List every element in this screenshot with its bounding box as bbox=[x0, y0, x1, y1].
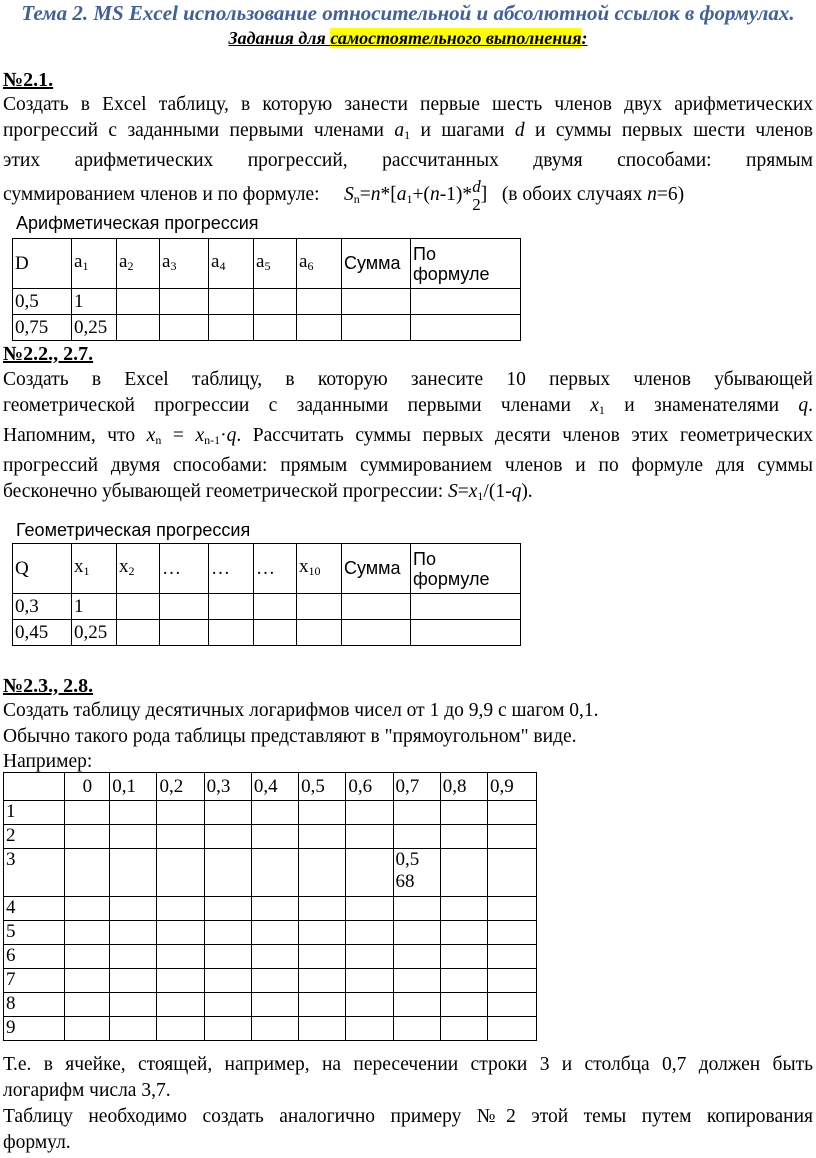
table-cell bbox=[393, 969, 440, 993]
column-header: 0,8 bbox=[440, 773, 487, 801]
task-2-3-text bbox=[3, 698, 813, 774]
text-fragment: бесконечно убывающей геометрической прогрессии: bbox=[3, 481, 448, 502]
geometric-table bbox=[12, 543, 521, 646]
table-cell bbox=[65, 969, 110, 993]
header-cell bbox=[72, 239, 117, 289]
row-header: 2 bbox=[4, 825, 65, 849]
table-cell bbox=[440, 897, 487, 921]
fraction-denominator: 2 bbox=[472, 194, 481, 214]
table-cell bbox=[254, 315, 297, 341]
header-cell: D bbox=[13, 239, 72, 289]
table-cell bbox=[346, 801, 393, 825]
table-row bbox=[4, 801, 537, 825]
text-fragment: и суммы первых шести членов bbox=[524, 120, 813, 141]
cell-text: a bbox=[256, 250, 265, 272]
cell-sub: 2 bbox=[128, 563, 135, 578]
text-line: формул. bbox=[3, 1132, 71, 1153]
table-cell bbox=[157, 1017, 204, 1041]
table-cell bbox=[299, 969, 346, 993]
cell-sub: 10 bbox=[308, 563, 321, 578]
cell-text: a bbox=[162, 250, 171, 272]
text-fragment: суммированием членов и по формуле: bbox=[3, 184, 320, 205]
table-caption: Геометрическая прогрессия bbox=[16, 520, 251, 540]
table-row bbox=[4, 1017, 537, 1041]
subtitle-highlight: самостоятельного выполнения bbox=[330, 28, 582, 48]
header-cell bbox=[117, 544, 160, 594]
header-cell: Q bbox=[13, 544, 72, 594]
table-cell: 0,75 bbox=[13, 315, 72, 341]
column-header: 0,4 bbox=[251, 773, 298, 801]
table-cell bbox=[209, 620, 254, 646]
table-cell bbox=[299, 921, 346, 945]
text-line: Обычно такого рода таблицы представляют в "прямоугольном" виде. bbox=[3, 726, 577, 747]
table-cell bbox=[251, 801, 298, 825]
table-cell bbox=[160, 315, 209, 341]
text-fragment: и знаменателями bbox=[604, 395, 799, 416]
table-cell bbox=[251, 849, 298, 897]
formula-mul: *[ bbox=[380, 184, 397, 205]
table-cell bbox=[440, 993, 487, 1017]
header-cell bbox=[411, 544, 521, 594]
table-cell bbox=[299, 825, 346, 849]
header-cell bbox=[411, 239, 521, 289]
table-cell bbox=[299, 993, 346, 1017]
column-header: 0,6 bbox=[346, 773, 393, 801]
var-n: n bbox=[647, 184, 657, 205]
cell-text: a bbox=[119, 250, 128, 272]
table-cell bbox=[110, 993, 157, 1017]
table-cell: 1 bbox=[72, 594, 117, 620]
row-header: 1 bbox=[4, 801, 65, 825]
table-cell bbox=[346, 921, 393, 945]
table-cell bbox=[440, 801, 487, 825]
table-cell bbox=[65, 1017, 110, 1041]
text-line: Т.е. в ячейке, стоящей, например, на пересечении строки 3 и столбца 0,7 должен быть bbox=[3, 1054, 813, 1075]
cell-sub: 1 bbox=[83, 563, 90, 578]
table-cell bbox=[204, 897, 251, 921]
column-header: 0,1 bbox=[110, 773, 157, 801]
table-cell bbox=[110, 801, 157, 825]
table-cell bbox=[110, 849, 157, 897]
table-cell bbox=[204, 801, 251, 825]
table-cell bbox=[297, 289, 342, 315]
formula-plus: +( bbox=[412, 184, 430, 205]
header-cell bbox=[160, 239, 209, 289]
cell-text: По bbox=[413, 548, 436, 569]
table-cell bbox=[440, 1017, 487, 1041]
sub-1: 1 bbox=[477, 489, 484, 503]
cell-text: x bbox=[74, 555, 84, 577]
table-cell bbox=[440, 969, 487, 993]
text-line: этих арифметических прогрессий, рассчитанных двумя способами: прямым bbox=[3, 150, 813, 171]
var-x: x bbox=[468, 481, 478, 502]
text-line: Создать таблицу десятичных логарифмов чисел от 1 до 9,9 с шагом 0,1. bbox=[3, 700, 599, 721]
text-fragment: Напомним, что bbox=[3, 425, 147, 446]
table-cell bbox=[157, 825, 204, 849]
table-cell bbox=[204, 1017, 251, 1041]
text-line: Например: bbox=[3, 751, 93, 772]
arithmetic-table bbox=[12, 238, 521, 341]
text-fragment: . Рассчитать суммы первых десяти членов этих геометрических bbox=[236, 425, 814, 446]
table-cell bbox=[393, 921, 440, 945]
cell-text: формуле bbox=[413, 263, 490, 284]
table-cell bbox=[251, 921, 298, 945]
table-row bbox=[4, 993, 537, 1017]
table-cell bbox=[411, 315, 521, 341]
cell-text: x bbox=[299, 555, 309, 577]
header-cell bbox=[209, 239, 254, 289]
table-cell bbox=[346, 1017, 393, 1041]
cell-sub: 6 bbox=[307, 258, 314, 273]
table-cell bbox=[65, 921, 110, 945]
row-header: 5 bbox=[4, 921, 65, 945]
table-cell bbox=[110, 897, 157, 921]
table-cell bbox=[440, 825, 487, 849]
table-cell bbox=[440, 849, 487, 897]
cell-sub: 4 bbox=[219, 258, 226, 273]
text-line bbox=[3, 479, 813, 509]
table-cell bbox=[117, 315, 160, 341]
table-cell bbox=[204, 849, 251, 897]
corner-cell bbox=[4, 773, 65, 801]
table-cell bbox=[487, 801, 536, 825]
table-cell bbox=[110, 1017, 157, 1041]
formula-line bbox=[3, 174, 813, 216]
table-cell bbox=[157, 801, 204, 825]
var-d: d bbox=[514, 120, 525, 141]
var-q: q bbox=[226, 425, 237, 446]
table-cell bbox=[254, 289, 297, 315]
table-cell bbox=[487, 945, 536, 969]
task-2-3-heading: №2.3., 2.8. bbox=[3, 675, 94, 697]
text-line bbox=[3, 393, 813, 423]
table-row bbox=[4, 945, 537, 969]
example-cell bbox=[393, 849, 440, 897]
table-cell bbox=[342, 315, 411, 341]
cell-text: По bbox=[413, 243, 436, 264]
column-header: 0,7 bbox=[393, 773, 440, 801]
row-header: 9 bbox=[4, 1017, 65, 1041]
cell-sub: 5 bbox=[264, 258, 271, 273]
text-line: Таблицу необходимо создать аналогично примеру №2 этой темы путем копирования bbox=[3, 1106, 813, 1127]
logarithm-table-body bbox=[4, 773, 537, 1041]
table-cell bbox=[342, 620, 411, 646]
table-cell bbox=[209, 594, 254, 620]
header-cell bbox=[72, 544, 117, 594]
header-cell: Сумма bbox=[342, 239, 411, 289]
table-cell bbox=[346, 849, 393, 897]
table-cell bbox=[65, 849, 110, 897]
table-cell bbox=[204, 993, 251, 1017]
table-cell bbox=[297, 620, 342, 646]
table-cell bbox=[393, 993, 440, 1017]
column-header: 0,2 bbox=[157, 773, 204, 801]
var-x: x bbox=[590, 395, 599, 416]
page-subtitle bbox=[0, 27, 816, 49]
table-cell: 0,25 bbox=[72, 620, 117, 646]
cell-text: x bbox=[119, 555, 129, 577]
text-fragment: =6) bbox=[656, 184, 685, 205]
cell-text: 68 bbox=[395, 871, 415, 892]
header-cell: Сумма bbox=[342, 544, 411, 594]
header-cell bbox=[297, 239, 342, 289]
table-cell bbox=[157, 969, 204, 993]
table-cell bbox=[65, 825, 110, 849]
formula-sub-n: n bbox=[353, 192, 360, 206]
table-row bbox=[13, 594, 521, 620]
var-x: x bbox=[195, 425, 205, 446]
var-s: S bbox=[448, 481, 458, 502]
text-fragment: /(1- bbox=[483, 481, 512, 502]
table-cell bbox=[65, 897, 110, 921]
table-cell bbox=[157, 849, 204, 897]
table-cell bbox=[254, 620, 297, 646]
table-cell bbox=[346, 993, 393, 1017]
table-cell bbox=[411, 620, 521, 646]
text-line: логарифм числа 3,7. bbox=[3, 1080, 171, 1101]
table-cell bbox=[110, 969, 157, 993]
table-cell bbox=[251, 1017, 298, 1041]
table-cell bbox=[157, 897, 204, 921]
row-header: 4 bbox=[4, 897, 65, 921]
table-row bbox=[13, 620, 521, 646]
table-cell bbox=[393, 945, 440, 969]
table-caption: Арифметическая прогрессия bbox=[16, 213, 259, 233]
formula-minus-one: -1)* bbox=[439, 184, 473, 205]
table-cell: 1 bbox=[72, 289, 117, 315]
table-cell bbox=[117, 594, 160, 620]
sub-n-1: n-1 bbox=[204, 433, 221, 447]
table-cell bbox=[254, 594, 297, 620]
cell-text: a bbox=[211, 250, 220, 272]
sub-n: n bbox=[155, 433, 162, 447]
table-cell bbox=[157, 921, 204, 945]
table-cell bbox=[487, 849, 536, 897]
table-cell bbox=[346, 825, 393, 849]
table-header-row bbox=[4, 773, 537, 801]
cell-text: формуле bbox=[413, 568, 490, 589]
formula-a: a bbox=[396, 184, 407, 205]
table-cell bbox=[346, 897, 393, 921]
table-cell bbox=[393, 1017, 440, 1041]
table-row bbox=[4, 921, 537, 945]
table-cell bbox=[251, 897, 298, 921]
table-cell bbox=[299, 945, 346, 969]
var-q: q bbox=[511, 481, 522, 502]
cell-text: a bbox=[299, 250, 308, 272]
row-header: 6 bbox=[4, 945, 65, 969]
table-row bbox=[4, 897, 537, 921]
text-line: прогрессий двумя способами: прямым суммированием членов и по формуле для суммы bbox=[3, 455, 813, 476]
cell-sub: 2 bbox=[127, 258, 134, 273]
task-2-2-text bbox=[3, 367, 813, 509]
table-cell bbox=[251, 969, 298, 993]
table-header-row bbox=[13, 544, 521, 594]
text-fragment: и шагами bbox=[410, 120, 515, 141]
sub-1: 1 bbox=[598, 403, 605, 417]
table-cell bbox=[487, 1017, 536, 1041]
table-cell bbox=[157, 945, 204, 969]
table-cell bbox=[411, 289, 521, 315]
table-cell bbox=[346, 945, 393, 969]
table-cell bbox=[393, 825, 440, 849]
table-cell bbox=[160, 620, 209, 646]
cell-sub: 1 bbox=[82, 258, 89, 273]
var-q: q bbox=[798, 395, 809, 416]
table-cell bbox=[110, 921, 157, 945]
cell-sub: 3 bbox=[170, 258, 177, 273]
table-row bbox=[13, 289, 521, 315]
text-fragment: = bbox=[161, 425, 196, 446]
table-cell bbox=[251, 945, 298, 969]
table-cell bbox=[297, 315, 342, 341]
table-row bbox=[4, 849, 537, 897]
table-cell bbox=[251, 825, 298, 849]
table-cell bbox=[487, 921, 536, 945]
table-cell bbox=[65, 993, 110, 1017]
table-cell bbox=[440, 921, 487, 945]
table-cell bbox=[487, 897, 536, 921]
table-cell bbox=[487, 825, 536, 849]
formula-close: ] bbox=[480, 184, 488, 205]
table-cell bbox=[299, 1017, 346, 1041]
header-cell bbox=[297, 544, 342, 594]
formula-s: S bbox=[343, 184, 354, 205]
text-fragment: (в обоих случаях bbox=[501, 184, 648, 205]
table-cell bbox=[411, 594, 521, 620]
subtitle-suffix: : bbox=[581, 28, 588, 48]
table-cell bbox=[487, 993, 536, 1017]
text-fragment: · bbox=[220, 425, 227, 446]
table-cell bbox=[157, 993, 204, 1017]
table-header-row bbox=[13, 239, 521, 289]
text-fragment: геометрической прогрессии с заданными первыми членами bbox=[3, 395, 591, 416]
table-cell bbox=[346, 969, 393, 993]
table-cell bbox=[110, 825, 157, 849]
text-line: Создать в Excel таблицу, в которую занести первые шесть членов двух арифметических bbox=[3, 94, 813, 115]
table-row bbox=[4, 825, 537, 849]
table-cell bbox=[393, 897, 440, 921]
table-cell bbox=[204, 969, 251, 993]
header-cell: … bbox=[254, 544, 297, 594]
table-row bbox=[13, 315, 521, 341]
table-cell bbox=[160, 289, 209, 315]
column-header: 0,5 bbox=[299, 773, 346, 801]
task-2-3-notes bbox=[3, 1052, 813, 1156]
formula-n: n bbox=[370, 184, 381, 205]
text-fragment: = bbox=[457, 481, 469, 502]
formula-eq: = bbox=[359, 184, 371, 205]
row-header: 3 bbox=[4, 849, 65, 897]
var-a: a bbox=[394, 120, 405, 141]
table-cell bbox=[117, 289, 160, 315]
formula-n: n bbox=[429, 184, 440, 205]
table-cell bbox=[117, 620, 160, 646]
task-2-1-text bbox=[3, 92, 813, 216]
header-cell bbox=[117, 239, 160, 289]
table-cell bbox=[209, 289, 254, 315]
text-fragment: . bbox=[808, 395, 813, 416]
table-cell bbox=[342, 594, 411, 620]
header-cell: … bbox=[209, 544, 254, 594]
column-header: 0 bbox=[65, 773, 110, 801]
header-cell bbox=[254, 239, 297, 289]
table-row bbox=[4, 969, 537, 993]
row-header: 7 bbox=[4, 969, 65, 993]
text-line: Создать в Excel таблицу, в которую занесите 10 первых членов убывающей bbox=[3, 369, 813, 390]
table-cell bbox=[209, 315, 254, 341]
table-cell bbox=[440, 945, 487, 969]
page-title: Тема 2. MS Excel использование относительной и абсолютной ссылок в формулах. bbox=[21, 1, 795, 25]
table-cell bbox=[251, 993, 298, 1017]
fraction-numerator: d bbox=[472, 176, 481, 196]
table-cell bbox=[110, 945, 157, 969]
formula-fraction bbox=[472, 178, 481, 214]
task-2-2-heading: №2.2., 2.7. bbox=[3, 343, 94, 365]
sub-1: 1 bbox=[404, 128, 411, 142]
table-cell bbox=[299, 801, 346, 825]
table-cell bbox=[65, 801, 110, 825]
text-fragment: прогрессий с заданными первыми членами bbox=[3, 120, 395, 141]
text-fragment: ). bbox=[521, 481, 533, 502]
table-cell bbox=[297, 594, 342, 620]
table-cell: 0,3 bbox=[13, 594, 72, 620]
row-header: 8 bbox=[4, 993, 65, 1017]
cell-text: a bbox=[74, 250, 83, 272]
header-cell: … bbox=[160, 544, 209, 594]
column-header: 0,3 bbox=[204, 773, 251, 801]
table-cell bbox=[487, 969, 536, 993]
table-cell: 0,25 bbox=[72, 315, 117, 341]
table-cell bbox=[299, 897, 346, 921]
table-cell bbox=[160, 594, 209, 620]
cell-text: 0,5 bbox=[395, 849, 420, 870]
table-cell: 0,5 bbox=[13, 289, 72, 315]
column-header: 0,9 bbox=[487, 773, 536, 801]
table-cell bbox=[393, 801, 440, 825]
var-x: x bbox=[146, 425, 156, 446]
table-cell: 0,45 bbox=[13, 620, 72, 646]
table-cell bbox=[65, 945, 110, 969]
table-cell bbox=[204, 945, 251, 969]
table-cell bbox=[342, 289, 411, 315]
table-cell bbox=[204, 921, 251, 945]
subtitle-prefix: Задания для bbox=[228, 28, 331, 48]
logarithm-table bbox=[3, 772, 537, 1041]
table-cell bbox=[299, 849, 346, 897]
text-line bbox=[3, 118, 813, 148]
table-cell bbox=[204, 825, 251, 849]
formula-sub-1: 1 bbox=[406, 192, 413, 206]
task-2-1-heading: №2.1. bbox=[3, 69, 54, 91]
text-line bbox=[3, 423, 813, 453]
